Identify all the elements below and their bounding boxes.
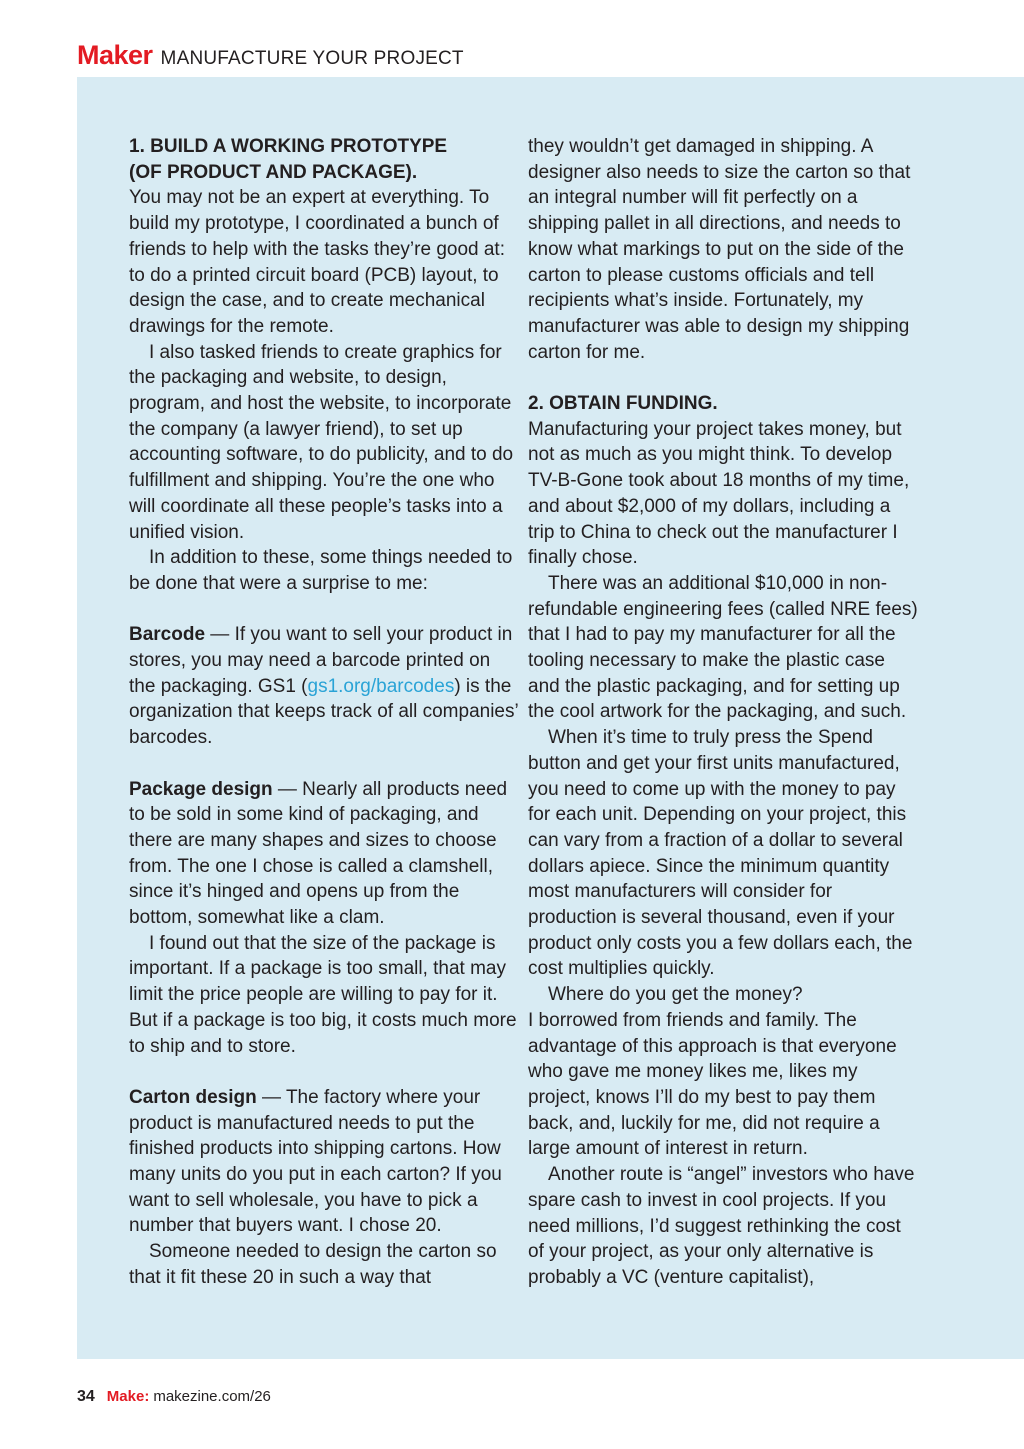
term-barcode: Barcode: [129, 624, 206, 646]
left-column: [129, 134, 519, 1291]
gs1-link[interactable]: gs1.org/barcodes: [307, 675, 455, 697]
paragraph: I found out that the size of the package is important. If a package is too small, that may limit the price people are willing to pay for it. But if a package is too big, it costs much more to ship and to store.: [129, 932, 517, 1057]
heading-obtain-funding: 2. OBTAIN FUNDING.: [528, 393, 718, 415]
page-footer: [77, 1388, 271, 1410]
paragraph: You may not be an expert at everything. To build my prototype, I coordinated a bunch of friends to help with the tasks they’re good at: to do a printed circuit board (PCB) layout, to design the case, and to create mechanical drawings for the remote.: [129, 187, 505, 337]
text-segment: — Nearly all products need to be sold in some kind of packaging, and there are many shapes and sizes to choose from. The one I chose is called a clamshell, since it’s hinged and opens up from the bottom, somewhat like a clam.: [129, 778, 508, 929]
heading-line-1: 1. BUILD A WORKING PROTOTYPE: [129, 136, 448, 157]
header-brand: Maker: [77, 40, 153, 70]
heading-line-2: (OF PRODUCT AND PACKAGE).: [129, 161, 418, 183]
text-segment: ) is the organization that keeps track of all companies’ barcodes.: [129, 675, 519, 749]
paragraph: Someone needed to design the carton so that it fit these 20 in such a way that: [129, 1241, 497, 1288]
paragraph: they wouldn’t get damaged in shipping. A designer also needs to size the carton so that an integral number will fit perfectly on a shipping pallet in all directions, and needs to know what markings to put on the side of the carton to please customs officials and tell recipients what’s inside. Fortunately, my manufacturer was able to design my shipping carton for me.: [528, 136, 911, 363]
paragraph: When it’s time to truly press the Spend button and get your first units manufactured, you need to come up with the money to pay for each unit. Depending on your project, this can vary from a fraction of a dollar to several dollars apiece. Since the minimum quantity most manufacturers will consider for production is several thousand, even if your product only costs you a few dollars each, the cost multiplies quickly.: [528, 727, 913, 980]
carton-paragraph: [129, 1085, 519, 1239]
header-section-title: MANUFACTURE YOUR PROJECT: [160, 48, 464, 69]
paragraph: Manufacturing your project takes money, but not as much as you might think. To develop TV-B-Gone took about 18 months of my time, and about $2,000 of my dollars, including a trip to China to check out the manufacturer I finally chose.: [528, 418, 910, 569]
package-paragraph: [129, 777, 519, 931]
right-column: [528, 134, 920, 1291]
heading-build-prototype: [129, 134, 519, 185]
term-carton-design: Carton design: [129, 1086, 257, 1108]
paragraph: I borrowed from friends and family. The advantage of this approach is that everyone who gave me money likes me, likes my project, knows I’ll do my best to pay them back, and, luckily for me, did not require a large amount of interest in return.: [528, 1009, 897, 1160]
term-package-design: Package design: [129, 778, 273, 800]
page-number: 34: [77, 1388, 95, 1405]
footer-magazine-name: Make:: [106, 1388, 150, 1405]
paragraph: In addition to these, some things needed to be done that were a surprise to me:: [129, 547, 513, 594]
footer-url[interactable]: makezine.com/26: [153, 1388, 271, 1405]
paragraph: Another route is “angel” investors who have spare cash to invest in cool projects. If you need millions, I’d suggest rethinking the cost of your project, as your only alternative is probably a VC (venture capitalist),: [528, 1164, 915, 1288]
text-segment: — The factory where your product is manufactured needs to put the finished products into shipping cartons. How many units do you put in each carton? If you want to sell wholesale, you have to pick a number that buyers want. I chose 20.: [129, 1086, 502, 1237]
paragraph: There was an additional $10,000 in non-refundable engineering fees (called NRE fees) that I had to pay my manufacturer for all the tooling necessary to make the plastic case and the plastic packaging, and for setting up the cool artwork for the packaging, and such.: [528, 572, 918, 723]
barcode-paragraph: [129, 622, 519, 751]
text-segment: — If you want to sell your product in stores, you may need a barcode printed on the packaging. GS1 (: [129, 624, 513, 697]
paragraph: I also tasked friends to create graphics for the packaging and website, to design, program, and host the website, to incorporate the company (a lawyer friend), to set up accounting software, to do publicity, and to do fulfillment and shipping. You’re the one who will coordinate all these people’s tasks into a unified vision.: [129, 341, 514, 543]
page-header: [77, 40, 464, 70]
paragraph: Where do you get the money?: [548, 984, 803, 1006]
